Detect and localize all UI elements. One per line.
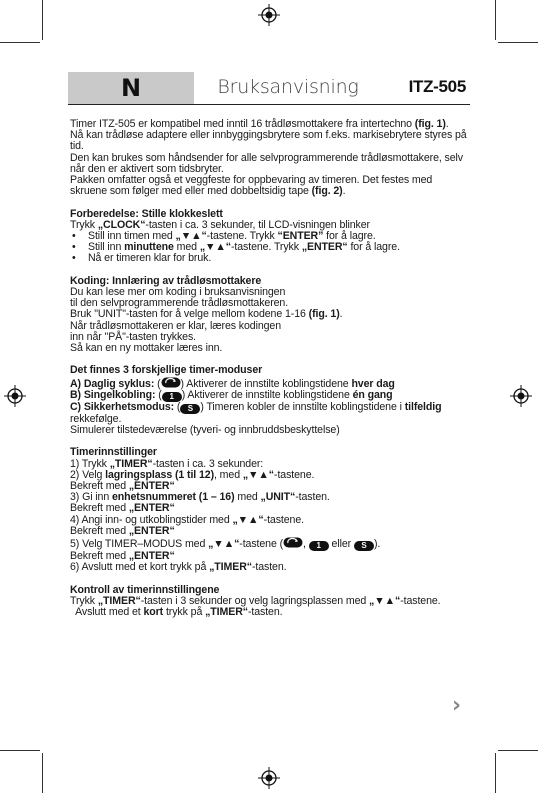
crop-mark: [495, 753, 496, 793]
instruction-line: til den selvprogrammerende trådløsmottakeren.: [70, 297, 289, 310]
mode-item: B) Singelkobling: ( 1 ) Aktiverer de innstilte koblingstidene én gang: [70, 388, 393, 401]
instruction-line: Trykk „TIMER“-tasten i 3 sekunder og velg lagringsplassen med „▼▲“-tastene.: [70, 594, 441, 607]
security-icon: S: [180, 404, 200, 414]
list-item: • Still inn minuttene med „▼▲“-tastene. Trykk „ENTER“ for å lagre.: [70, 242, 470, 253]
section-heading: Forberedelse: Stille klokkeslett: [70, 207, 223, 220]
crop-mark: [42, 753, 43, 793]
instruction-line: Så kan en ny mottaker læres inn.: [70, 342, 223, 355]
registration-mark-icon: [258, 4, 280, 26]
crop-mark: [0, 750, 40, 751]
crop-mark: [495, 0, 496, 40]
next-page-icon[interactable]: ›: [452, 693, 462, 718]
step-item: 6) Avslutt med et kort trykk på „TIMER“-tasten.: [70, 561, 287, 574]
instruction-line: Bruk "UNIT"-tasten for å velge mellom kodene 1-16 (fig. 1).: [70, 308, 343, 321]
confirm-line: Bekreft med „ENTER“: [70, 550, 175, 563]
manual-body: [70, 119, 470, 618]
confirm-line: Bekreft med „ENTER“: [70, 524, 175, 537]
single-icon: 1: [309, 541, 329, 551]
page-header: [68, 72, 470, 105]
page-title: Bruksanvisning: [217, 76, 359, 98]
section-heading: Koding: Innlæring av trådløsmottakere: [70, 274, 262, 287]
cycle-icon: [283, 537, 303, 548]
step-item: 2) Velg lagringsplass (1 til 12), med „▼▲“-tastene.: [70, 468, 315, 481]
single-icon: 1: [162, 392, 182, 402]
step-item: 4) Angi inn- og utkoblingstider med „▼▲“-tastene.: [70, 513, 304, 526]
instruction-line: Trykk „CLOCK“-tasten i ca. 3 sekunder, til LCD-visningen blinker: [70, 218, 370, 231]
intro-paragraph: Pakken omfatter også et veggfeste for oppbevaring av timeren. Det festes med skruene som følger med eller med dobbeltsidig tape (fig. 2).: [70, 174, 433, 198]
security-icon: S: [354, 541, 374, 551]
crop-mark: [498, 750, 538, 751]
registration-mark-icon: [258, 767, 280, 789]
mode-item: A) Daglig syklus: ( ) Aktiverer de innstilte koblingstidene hver dag: [70, 377, 395, 390]
registration-mark-icon: [510, 385, 532, 407]
list-item: • Nå er timeren klar for bruk.: [70, 253, 470, 264]
crop-mark: [498, 42, 538, 43]
registration-mark-icon: [4, 385, 26, 407]
model-number: ITZ-505: [408, 77, 466, 96]
confirm-line: Bekreft med „ENTER“: [70, 480, 175, 493]
step-item: 5) Velg TIMER–MODUS med „▼▲“-tastene ( , 1 eller S ).: [70, 538, 381, 551]
instruction-line: Avslutt med et kort trykk på „TIMER“-tasten.: [70, 606, 283, 619]
crop-mark: [42, 0, 43, 40]
instruction-line: Du kan lese mer om koding i bruksanvisningen: [70, 286, 286, 299]
mode-item: C) Sikkerhetsmodus: ( S ) Timeren kobler de innstilte koblingstidene i tilfeldig rekkefølge.: [70, 400, 442, 425]
step-item: 1) Trykk „TIMER“-tasten i ca. 3 sekunder:: [70, 457, 264, 470]
step-item: 3) Gi inn enhetsnummeret (1 – 16) med „UNIT“-tasten.: [70, 491, 330, 504]
instruction-line: Simulerer tilstedeværelse (tyveri- og innbruddsbeskyttelse): [70, 424, 340, 437]
cycle-icon: [161, 377, 181, 388]
section-heading: Det finnes 3 forskjellige timer-moduser: [70, 364, 263, 377]
instruction-line: inn når "PÅ"-tasten trykkes.: [70, 330, 197, 343]
intro-paragraph: Den kan brukes som håndsender for alle selvprogrammerende trådløsmottakere, selv når den er aktivert som tidsbryter.: [70, 151, 463, 175]
intro-paragraph: Timer ITZ-505 er kompatibel med inntil 16 trådløsmottakere fra intertechno (fig. 1).: [70, 118, 449, 130]
section-heading: Timerinnstillinger: [70, 446, 157, 459]
list-item: • Still inn timen med „▼▲“-tastene. Trykk “ENTER” for å lagre.: [70, 231, 470, 242]
section-heading: Kontroll av timerinnstillingene: [70, 583, 220, 596]
intro-paragraph: Nå kan trådløse adaptere eller innbyggingsbrytere som f.eks. markisebrytere styres på tid.: [70, 129, 467, 153]
confirm-line: Bekreft med „ENTER“: [70, 502, 175, 515]
instruction-line: Når trådløsmottakeren er klar, læres kodingen: [70, 319, 281, 332]
language-code-box: N: [68, 72, 194, 104]
crop-mark: [0, 42, 40, 43]
